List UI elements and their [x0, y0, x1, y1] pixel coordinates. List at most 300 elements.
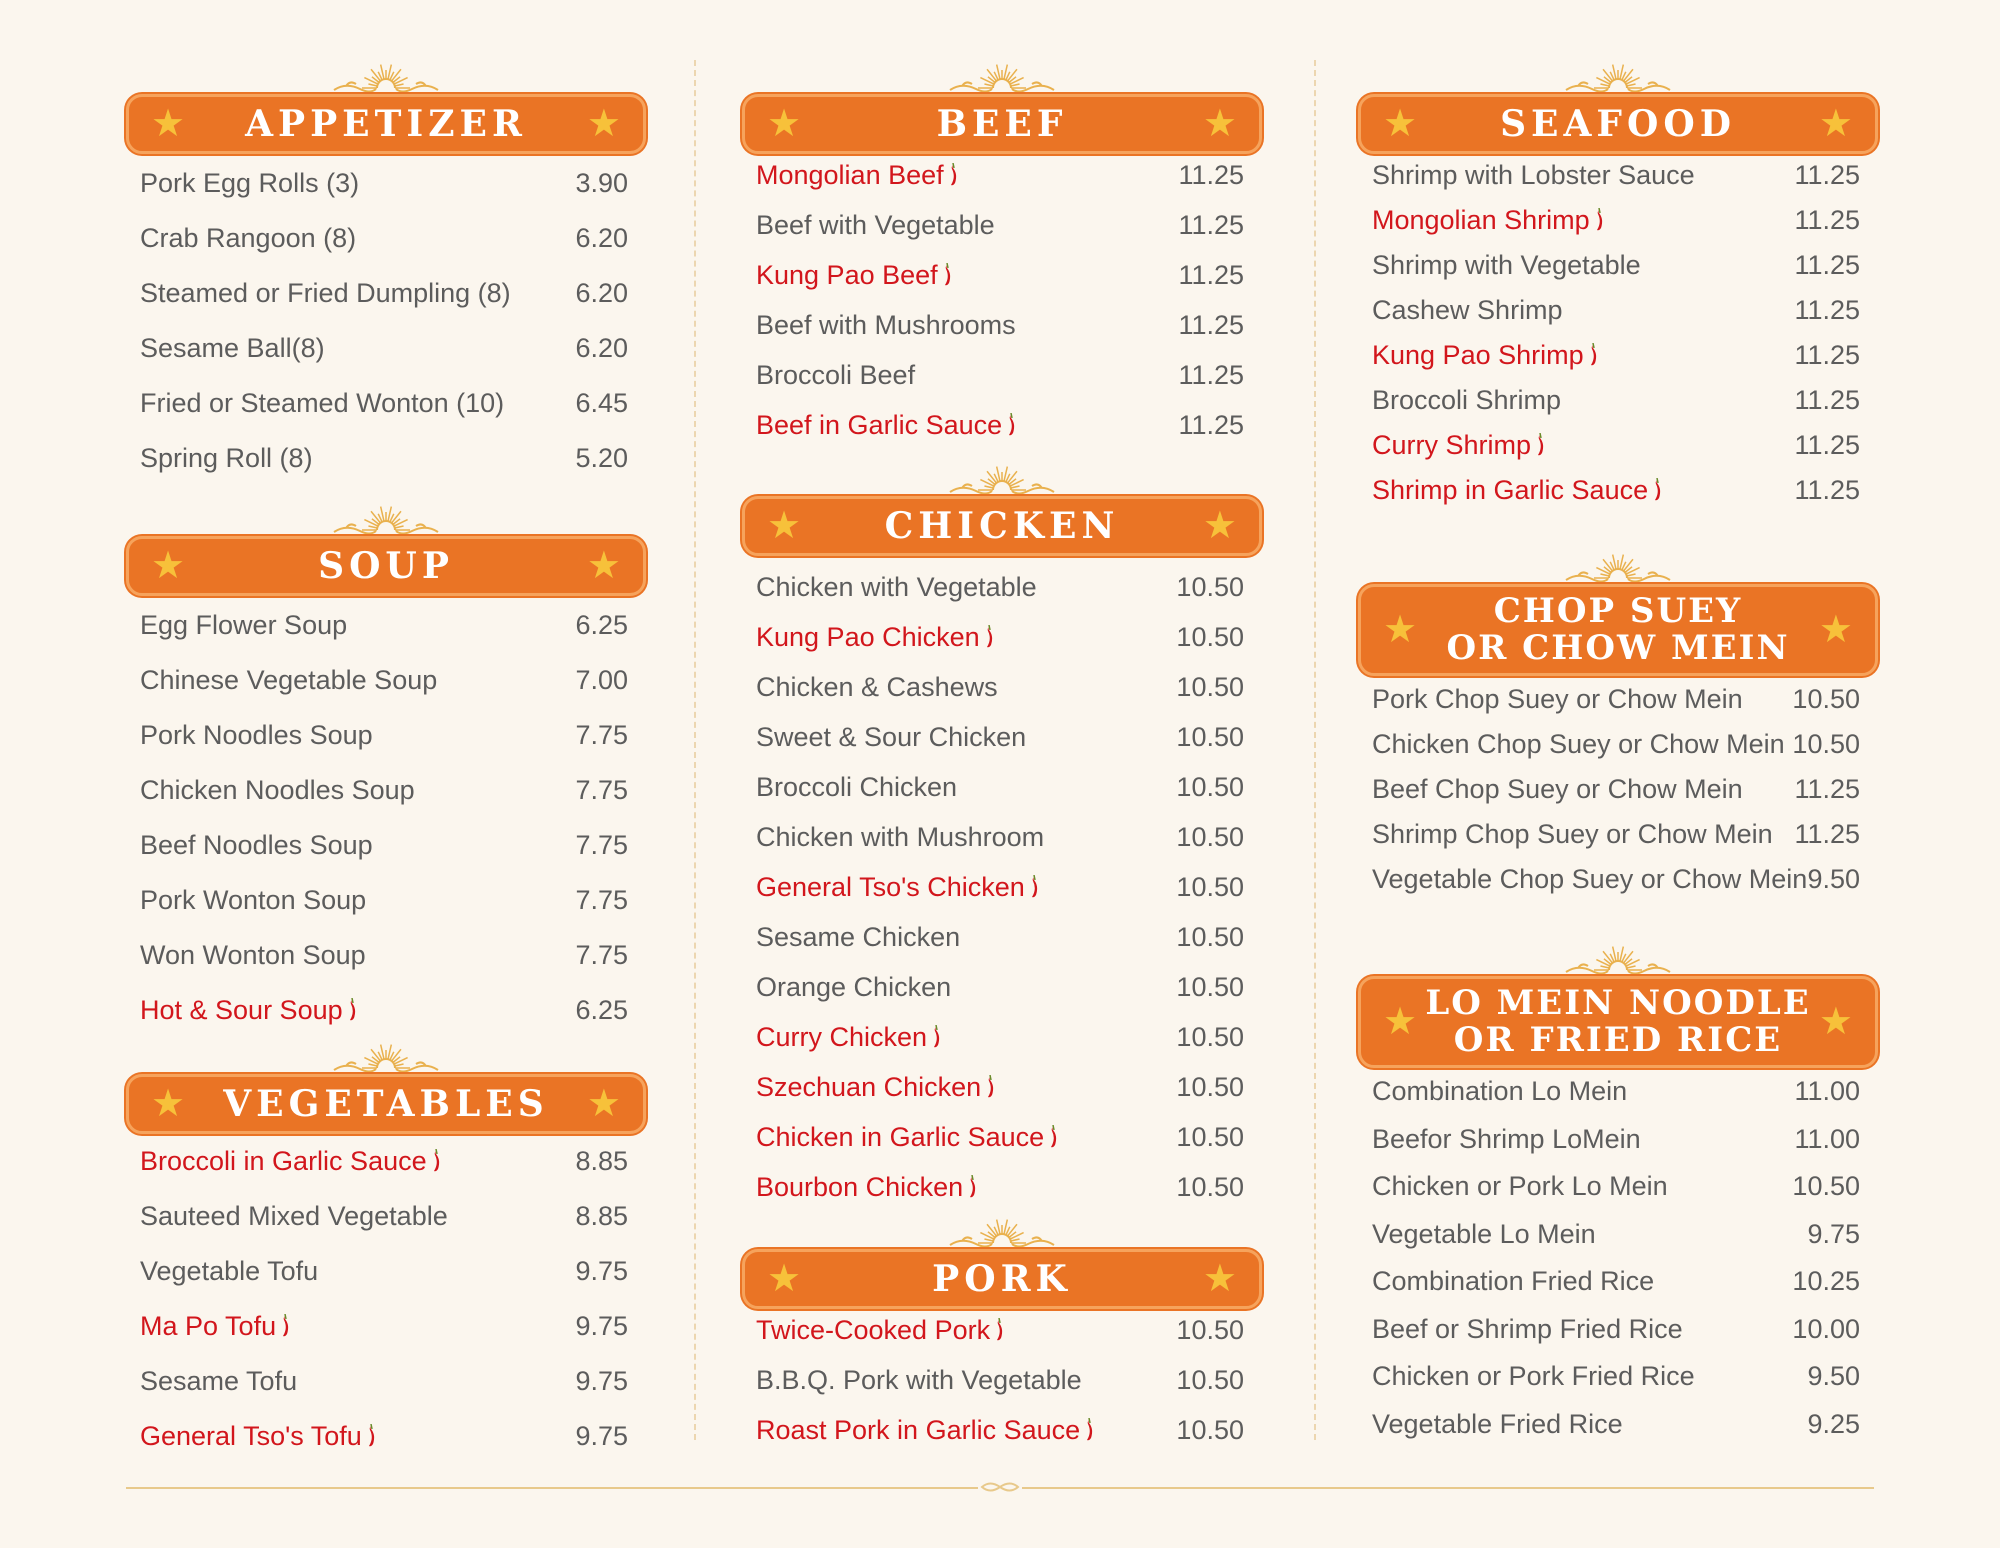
chili-pepper-icon — [950, 163, 959, 187]
menu-item-price: 6.20 — [575, 223, 628, 253]
menu-item-price: 9.75 — [1807, 1218, 1860, 1249]
menu-item — [140, 223, 628, 263]
chili-pepper-icon — [1537, 433, 1546, 457]
menu-item — [140, 278, 628, 318]
menu-item-price: 11.25 — [1178, 410, 1244, 440]
menu-item — [1372, 475, 1860, 515]
menu-item-price: 9.50 — [1807, 864, 1860, 894]
menu-item-price: 7.00 — [575, 665, 628, 695]
chili-pepper-icon — [996, 1318, 1005, 1342]
menu-item — [756, 410, 1244, 450]
menu-item-name-text: Pork Wonton Soup — [140, 885, 367, 915]
section-title: SEAFOOD — [1500, 103, 1736, 145]
menu-item-price: 11.25 — [1794, 475, 1860, 505]
menu-item — [1372, 1409, 1860, 1449]
menu-item-price: 10.50 — [1176, 572, 1244, 602]
menu-item-name-text: Mongolian Shrimp — [1372, 205, 1590, 235]
menu-item — [756, 1122, 1244, 1162]
section-banner — [1358, 940, 1878, 1060]
soup-section — [126, 500, 646, 1025]
menu-item-name-text: Chicken Chop Suey or Chow Mein — [1372, 729, 1785, 759]
menu-item-price: 10.50 — [1176, 822, 1244, 852]
star-icon: ★ — [151, 1083, 186, 1125]
menu-item-name-text: Chinese Vegetable Soup — [140, 665, 438, 695]
menu-item — [1372, 250, 1860, 290]
bottom-ornament-icon — [978, 1479, 1022, 1495]
menu-item — [140, 168, 628, 208]
menu-item-name-text: Szechuan Chicken — [756, 1072, 982, 1102]
star-icon: ★ — [586, 103, 621, 145]
menu-item — [1372, 819, 1860, 859]
menu-item-price: 10.50 — [1176, 1022, 1244, 1052]
menu-item-name-text: Beef or Shrimp Fried Rice — [1372, 1313, 1683, 1344]
menu-item-price: 3.90 — [575, 168, 628, 198]
menu-item — [756, 310, 1244, 350]
section-banner — [742, 460, 1262, 558]
section-banner — [1358, 58, 1878, 156]
menu-item-price: 11.25 — [1178, 260, 1244, 290]
menu-item — [1372, 684, 1860, 724]
menu-item — [1372, 160, 1860, 200]
menu-item-name-text: Pork Egg Rolls (3) — [140, 168, 360, 198]
menu-item — [756, 922, 1244, 962]
menu-item-name-text: Broccoli Shrimp — [1372, 385, 1562, 415]
menu-item-name-text: Chicken or Pork Fried Rice — [1372, 1361, 1695, 1391]
chili-pepper-icon — [969, 1175, 978, 1199]
menu-item-name-text: Chicken Noodles Soup — [140, 775, 415, 805]
menu-item-price: 5.20 — [575, 443, 628, 473]
menu-item-name — [140, 940, 366, 971]
menu-item — [756, 1022, 1244, 1062]
chili-pepper-icon — [1590, 343, 1599, 367]
chop-suey-section — [1358, 548, 1878, 894]
menu-item-name — [1372, 1266, 1654, 1297]
menu-item-name — [140, 333, 325, 364]
menu-item-name — [756, 1122, 1059, 1153]
chili-pepper-icon — [1031, 875, 1040, 899]
menu-item-name — [756, 1415, 1095, 1446]
menu-item-name — [756, 972, 951, 1003]
menu-item-price: 11.25 — [1178, 210, 1244, 240]
menu-item-price: 11.25 — [1178, 360, 1244, 390]
menu-item-price: 10.50 — [1792, 729, 1860, 759]
menu-item-price: 6.25 — [575, 610, 628, 640]
menu-item-name-text: Pork Noodles Soup — [140, 720, 373, 750]
star-icon: ★ — [151, 103, 186, 145]
menu-item-name — [756, 360, 915, 391]
section-title: APPETIZER — [245, 103, 527, 145]
menu-item-price: 6.20 — [575, 333, 628, 363]
menu-item-name — [756, 310, 1016, 341]
menu-item — [1372, 1171, 1860, 1211]
menu-item — [140, 1421, 628, 1461]
menu-item — [1372, 864, 1860, 904]
menu-item-name-text: Fried or Steamed Wonton (10) — [140, 388, 505, 418]
section-banner — [126, 500, 646, 598]
menu-item — [140, 443, 628, 483]
menu-item-name-text: Vegetable Chop Suey or Chow Mein — [1372, 864, 1808, 894]
star-icon: ★ — [1383, 103, 1418, 145]
menu-item-name-text: Chicken & Cashews — [756, 672, 998, 702]
menu-item-name-text: General Tso's Tofu — [140, 1421, 362, 1451]
menu-item-price: 7.75 — [575, 775, 628, 805]
appetizer-section — [126, 58, 646, 473]
menu-item — [140, 333, 628, 373]
menu-item — [756, 1172, 1244, 1212]
star-icon: ★ — [151, 545, 186, 587]
menu-item-name — [1372, 819, 1773, 850]
menu-item-price: 7.75 — [575, 720, 628, 750]
menu-item-name-text: Chicken with Mushroom — [756, 822, 1045, 852]
menu-item — [140, 1311, 628, 1351]
menu-item-price: 11.25 — [1794, 385, 1860, 415]
menu-item-name — [756, 1022, 942, 1053]
sunburst-ornament-icon — [932, 460, 1072, 500]
menu-item — [140, 388, 628, 428]
menu-item-name — [140, 443, 313, 474]
menu-item-name-text: Beef Noodles Soup — [140, 830, 373, 860]
chili-pepper-icon — [986, 625, 995, 649]
menu-item — [1372, 774, 1860, 814]
menu-item — [1372, 1219, 1860, 1259]
menu-item-name — [1372, 1219, 1596, 1250]
menu-item — [140, 885, 628, 925]
menu-item — [756, 1415, 1244, 1455]
star-icon: ★ — [767, 1258, 802, 1300]
menu-item-name-text: Egg Flower Soup — [140, 610, 348, 640]
section-title-line1: CHOP SUEY — [1493, 591, 1743, 631]
menu-item-name-text: Ma Po Tofu — [140, 1311, 277, 1341]
chili-pepper-icon — [282, 1314, 291, 1338]
menu-item-price: 10.50 — [1176, 1122, 1244, 1152]
menu-item — [1372, 340, 1860, 380]
menu-item-name-text: Spring Roll (8) — [140, 443, 313, 473]
section-title: SOUP — [318, 545, 454, 587]
chili-pepper-icon — [1596, 208, 1605, 232]
section-banner — [742, 1213, 1262, 1311]
menu-item-price: 11.00 — [1794, 1123, 1860, 1154]
menu-item-name — [756, 210, 995, 241]
sunburst-ornament-icon — [1548, 58, 1688, 98]
menu-item-name — [1372, 1124, 1641, 1155]
menu-item-name-text: Hot & Sour Soup — [140, 995, 343, 1025]
menu-item — [1372, 385, 1860, 425]
menu-item-price: 10.00 — [1792, 1313, 1860, 1344]
menu-item-name-text: Crab Rangoon (8) — [140, 223, 357, 253]
menu-item — [756, 572, 1244, 612]
menu-item-name-text: Cashew Shrimp — [1372, 295, 1563, 325]
menu-item-price: 10.50 — [1176, 1415, 1244, 1445]
menu-item-name-text: Sesame Tofu — [140, 1366, 298, 1396]
menu-item-name — [756, 1365, 1082, 1396]
menu-item-name — [756, 160, 959, 191]
section-title: CHICKEN — [884, 505, 1120, 547]
sunburst-ornament-icon — [316, 500, 456, 540]
menu-item-name — [1372, 475, 1663, 506]
menu-item-name-text: Curry Shrimp — [1372, 430, 1532, 460]
menu-item-name-text: General Tso's Chicken — [756, 872, 1025, 902]
menu-item-name — [1372, 684, 1743, 715]
sunburst-ornament-icon — [932, 1213, 1072, 1253]
menu-item-name — [140, 1201, 448, 1232]
menu-item — [756, 210, 1244, 250]
menu-item-price: 6.20 — [575, 278, 628, 308]
menu-item-price: 10.50 — [1792, 684, 1860, 714]
menu-item-price: 11.25 — [1794, 774, 1860, 804]
sunburst-ornament-icon — [316, 1038, 456, 1078]
menu-item-price: 11.25 — [1794, 160, 1860, 190]
menu-item — [1372, 1076, 1860, 1116]
beef-section — [742, 58, 1262, 440]
menu-item-price: 10.25 — [1792, 1266, 1860, 1296]
menu-item-name-text: Won Wonton Soup — [140, 940, 366, 970]
menu-item-name — [756, 822, 1044, 853]
menu-item-price: 10.50 — [1176, 1072, 1244, 1102]
menu-item-name-text: Shrimp with Vegetable — [1372, 250, 1641, 280]
menu-item-price: 7.75 — [575, 830, 628, 860]
menu-item-price: 8.85 — [575, 1201, 628, 1231]
menu-item-name — [140, 168, 359, 199]
star-icon: ★ — [767, 505, 802, 547]
section-title-line2: OR FRIED RICE — [1453, 1020, 1783, 1060]
menu-item — [1372, 295, 1860, 335]
menu-item-name — [756, 260, 953, 291]
sunburst-ornament-icon — [1548, 548, 1688, 588]
section-title: PORK — [932, 1258, 1072, 1300]
menu-item-price: 11.25 — [1794, 340, 1860, 370]
menu-item-name — [1372, 430, 1546, 461]
menu-item-price: 11.25 — [1178, 310, 1244, 340]
section-title: BEEF — [936, 103, 1068, 145]
menu-item-price: 10.50 — [1176, 1365, 1244, 1395]
menu-item — [756, 972, 1244, 1012]
menu-item-price: 11.25 — [1794, 430, 1860, 460]
menu-item-name — [1372, 250, 1641, 281]
menu-item-name-text: Bourbon Chicken — [756, 1172, 964, 1202]
menu-item-price: 9.75 — [575, 1421, 628, 1451]
menu-item-name — [140, 223, 356, 254]
menu-item-price: 9.50 — [1807, 1361, 1860, 1391]
menu-item-name — [140, 775, 415, 806]
star-icon: ★ — [1383, 609, 1418, 651]
menu-item-name-text: Sesame Ball(8) — [140, 333, 325, 363]
menu-item-name-text: Sauteed Mixed Vegetable — [140, 1201, 448, 1231]
menu-item-name-text: Chicken or Pork Lo Mein — [1372, 1171, 1668, 1201]
menu-item-name-text: B.B.Q. Pork with Vegetable — [756, 1365, 1082, 1395]
menu-item-name — [1372, 205, 1605, 236]
star-icon: ★ — [1818, 609, 1853, 651]
menu-item-price: 6.25 — [575, 995, 628, 1025]
menu-item-name-text: Kung Pao Chicken — [756, 622, 980, 652]
section-banner — [742, 58, 1262, 156]
menu-item-price: 9.75 — [575, 1256, 628, 1286]
menu-item-price: 8.85 — [575, 1146, 628, 1176]
menu-item-name-text: Kung Pao Shrimp — [1372, 340, 1584, 370]
chili-pepper-icon — [944, 263, 953, 287]
menu-item — [1372, 430, 1860, 470]
star-icon: ★ — [586, 545, 621, 587]
menu-item-name — [140, 1421, 377, 1452]
menu-item-name — [756, 772, 957, 803]
menu-item-name — [756, 872, 1040, 903]
menu-item-name-text: Shrimp Chop Suey or Chow Mein — [1372, 819, 1773, 849]
menu-item-price: 10.50 — [1176, 1172, 1244, 1202]
menu-item-name-text: Chicken with Vegetable — [756, 572, 1037, 602]
sunburst-ornament-icon — [1548, 940, 1688, 980]
menu-item — [756, 872, 1244, 912]
menu-item-price: 10.50 — [1176, 1315, 1244, 1345]
menu-item-name — [1372, 1314, 1683, 1345]
menu-item — [140, 1256, 628, 1296]
star-icon: ★ — [1202, 1258, 1237, 1300]
menu-item — [756, 1365, 1244, 1405]
chili-pepper-icon — [433, 1149, 442, 1173]
menu-item-name-text: Twice-Cooked Pork — [756, 1315, 991, 1345]
menu-item-price: 9.25 — [1807, 1408, 1860, 1439]
menu-item — [756, 260, 1244, 300]
menu-item-name-text: Beef with Mushrooms — [756, 310, 1016, 340]
menu-item-name-text: Chicken in Garlic Sauce — [756, 1122, 1045, 1152]
menu-item-price: 10.50 — [1176, 872, 1244, 902]
menu-item — [756, 160, 1244, 200]
menu-item-name-text: Beef Chop Suey or Chow Mein — [1372, 774, 1743, 804]
menu-item-name — [1372, 729, 1785, 760]
section-title-line1: LO MEIN NOODLE — [1425, 983, 1811, 1023]
menu-item — [140, 1146, 628, 1186]
menu-item-price: 10.50 — [1176, 772, 1244, 802]
sunburst-ornament-icon — [932, 58, 1072, 98]
sunburst-ornament-icon — [316, 58, 456, 98]
menu-item-price: 11.25 — [1794, 205, 1860, 235]
menu-item-name — [756, 410, 1017, 441]
star-icon: ★ — [586, 1083, 621, 1125]
lo-mein-section — [1358, 940, 1878, 1439]
chicken-section — [742, 460, 1262, 1202]
menu-item-price: 6.45 — [575, 388, 628, 418]
menu-item-name — [140, 665, 437, 696]
menu-item-name-text: Broccoli Chicken — [756, 772, 958, 802]
menu-item-name — [756, 722, 1026, 753]
menu-item-name — [756, 672, 998, 703]
chili-pepper-icon — [987, 1075, 996, 1099]
menu-item — [1372, 1361, 1860, 1401]
menu-item-name-text: Pork Chop Suey or Chow Mein — [1372, 684, 1743, 714]
menu-item-name — [1372, 1076, 1627, 1107]
menu-item-name-text: Kung Pao Beef — [756, 260, 938, 290]
menu-item-name-text: Sweet & Sour Chicken — [756, 722, 1027, 752]
menu-item-name — [140, 610, 347, 641]
menu-item-price: 11.25 — [1794, 819, 1860, 849]
chili-pepper-icon — [1086, 1418, 1095, 1442]
menu-item-name — [1372, 774, 1743, 805]
column-divider — [694, 60, 696, 1440]
star-icon: ★ — [1202, 103, 1237, 145]
menu-item — [756, 772, 1244, 812]
menu-item — [140, 665, 628, 705]
chili-pepper-icon — [349, 998, 358, 1022]
menu-item-name-text: Broccoli Beef — [756, 360, 916, 390]
menu-item-name — [756, 1172, 978, 1203]
vegetables-section — [126, 1038, 646, 1451]
menu-item-price: 7.75 — [575, 885, 628, 915]
menu-item-price: 7.75 — [575, 940, 628, 970]
menu-item-name-text: Mongolian Beef — [756, 160, 944, 190]
menu-item-price: 11.25 — [1178, 160, 1244, 190]
menu-item — [1372, 729, 1860, 769]
pork-section — [742, 1213, 1262, 1445]
menu-item — [756, 722, 1244, 762]
menu-item — [1372, 1124, 1860, 1164]
chili-pepper-icon — [368, 1424, 377, 1448]
section-banner — [126, 58, 646, 156]
menu-item-name — [140, 885, 366, 916]
star-icon: ★ — [767, 103, 802, 145]
menu-item-name-text: Orange Chicken — [756, 972, 952, 1002]
menu-item-name-text: Beef with Vegetable — [756, 210, 995, 240]
menu-item-name — [140, 1311, 291, 1342]
menu-item — [140, 720, 628, 760]
menu-item — [1372, 205, 1860, 245]
menu-item-price: 10.50 — [1792, 1171, 1860, 1201]
menu-item — [140, 610, 628, 650]
menu-item-price: 10.50 — [1176, 922, 1244, 952]
menu-item-name-text: Combination Lo Mein — [1372, 1076, 1628, 1106]
menu-item-price: 10.50 — [1176, 622, 1244, 652]
menu-item-name — [140, 720, 373, 751]
menu-item-price: 9.75 — [575, 1366, 628, 1396]
chili-pepper-icon — [1008, 413, 1017, 437]
menu-item-name — [1372, 295, 1563, 326]
menu-item — [140, 995, 628, 1035]
menu-item-name — [140, 1256, 318, 1287]
menu-item-name — [756, 1072, 996, 1103]
menu-item-name — [140, 995, 358, 1026]
menu-item — [756, 672, 1244, 712]
menu-item — [756, 622, 1244, 662]
menu-item-name — [140, 1366, 297, 1397]
menu-item-name-text: Shrimp in Garlic Sauce — [1372, 475, 1649, 505]
menu-item-name — [756, 922, 960, 953]
menu-item-name — [140, 830, 373, 861]
section-banner — [126, 1038, 646, 1136]
menu-item-price: 11.25 — [1794, 250, 1860, 280]
chili-pepper-icon — [1050, 1125, 1059, 1149]
menu-item-name — [1372, 385, 1561, 416]
menu-item-name-text: Vegetable Tofu — [140, 1256, 319, 1286]
menu-item-name — [140, 388, 504, 419]
menu-item — [140, 830, 628, 870]
menu-item — [140, 940, 628, 980]
menu-item-price: 10.50 — [1176, 722, 1244, 752]
star-icon: ★ — [1818, 1001, 1853, 1043]
menu-item-name — [1372, 1409, 1623, 1440]
menu-item — [756, 1072, 1244, 1112]
menu-item — [140, 1366, 628, 1406]
menu-item-price: 9.75 — [575, 1311, 628, 1341]
menu-item-name-text: Combination Fried Rice — [1372, 1266, 1655, 1296]
menu-item-name-text: Vegetable Fried Rice — [1372, 1408, 1623, 1439]
menu-item-price: 10.50 — [1176, 672, 1244, 702]
section-banner — [1358, 548, 1878, 668]
section-title-line2: OR CHOW MEIN — [1446, 628, 1790, 668]
menu-item — [756, 360, 1244, 400]
menu-item — [756, 822, 1244, 862]
menu-item-name-text: Sesame Chicken — [756, 922, 961, 952]
menu-item-name — [756, 572, 1037, 603]
menu-item-price: 10.50 — [1176, 972, 1244, 1002]
menu-item — [140, 775, 628, 815]
menu-item-name-text: Beef in Garlic Sauce — [756, 410, 1003, 440]
